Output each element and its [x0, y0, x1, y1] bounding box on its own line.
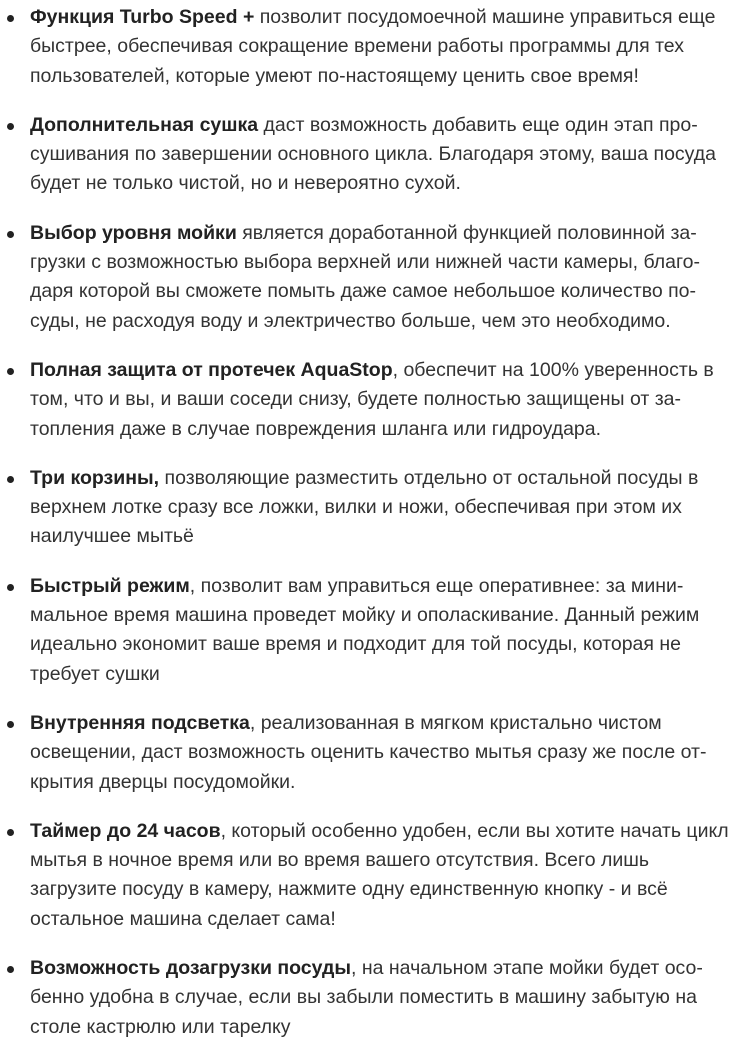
- list-item: [0, 954, 741, 1042]
- bullet-icon: [7, 476, 14, 483]
- feature-text: , реализованная в мягком кристально чистом освещении, даст возможность оценить качество мытья сразу же после открытия дверцы посудомойки.: [30, 711, 707, 793]
- feature-title: Полная защита от протечек AquaStop: [30, 358, 393, 381]
- bullet-icon: [7, 368, 14, 375]
- feature-title: Дополнительная сушка: [30, 113, 259, 136]
- feature-text: позволит посудомоечной машине управиться еще быстрее, обеспечивая сокращение времени работы программы для тех пользователей, которые умеют по-настоящему ценить свое время!: [30, 6, 716, 87]
- feature-text: позволяющие разместить отдельно от остальной посуды в верхнем лотке сразу все ложки, вилки и ножи, обеспечивая при этом их наилучшее мытьё: [30, 466, 699, 548]
- list-item: [0, 111, 741, 199]
- bullet-icon: [7, 829, 14, 836]
- list-item: [0, 356, 741, 444]
- feature-text: является доработанной функцией половинной загрузки с возможностью выбора верхней или нижней части камеры, благодаря которой вы сможете помыть даже самое небольшое количество посуды, не расходуя воду и электричество больше, чем это необходимо.: [30, 221, 701, 332]
- feature-title: Таймер до 24 часов: [30, 819, 221, 842]
- feature-title: Возможность дозагрузки посуды: [30, 957, 352, 980]
- list-item: [0, 572, 741, 689]
- bullet-icon: [7, 584, 14, 591]
- feature-title: Быстрый режим: [30, 574, 190, 597]
- feature-text: , обеспечит на 100% уверенность в том, что и вы, и ваши соседи снизу, будете полностью защищены от затопления даже в случае повреждения шланга или гидроудара.: [30, 358, 714, 440]
- list-item: [0, 817, 741, 934]
- feature-title: Внутренняя подсветка: [30, 711, 250, 734]
- bullet-icon: [7, 721, 14, 728]
- feature-text: , на начальном этапе мойки будет особенно удобна в случае, если вы забыли поместить в машину забытую на столе кастрюлю или тарелку: [30, 957, 703, 1038]
- list-item: [0, 219, 741, 336]
- feature-title: Три корзины,: [30, 466, 160, 489]
- bullet-icon: [7, 15, 14, 22]
- feature-title: Функция Turbo Speed +: [30, 6, 255, 28]
- feature-text: , позволит вам управиться еще оперативнее: за минимальное время машина проведет мойку и ополаскивание. Данный режим идеально экономит ваше время и подходит для той посуды, которая не требует сушки: [30, 574, 700, 685]
- list-item: [0, 709, 741, 797]
- list-item: [0, 3, 741, 91]
- list-item: [0, 464, 741, 552]
- feature-title: Выбор уровня мойки: [30, 221, 237, 244]
- bullet-icon: [7, 231, 14, 238]
- features-list: [0, 3, 741, 1062]
- bullet-icon: [7, 123, 14, 130]
- feature-text: даст возможность добавить еще один этап просушивания по завершении основного цикла. Благодаря этому, ваша посуда будет не только чистой, но и невероятно сухой.: [30, 113, 716, 195]
- bullet-icon: [7, 966, 14, 973]
- feature-text: , который особенно удобен, если вы хотите начать цикл мытья в ночное время или во время вашего отсутствия. Всего лишь загрузите посуду в камеру, нажмите одну единственную кнопку - и всё остальное машина сделает сама!: [30, 819, 729, 930]
